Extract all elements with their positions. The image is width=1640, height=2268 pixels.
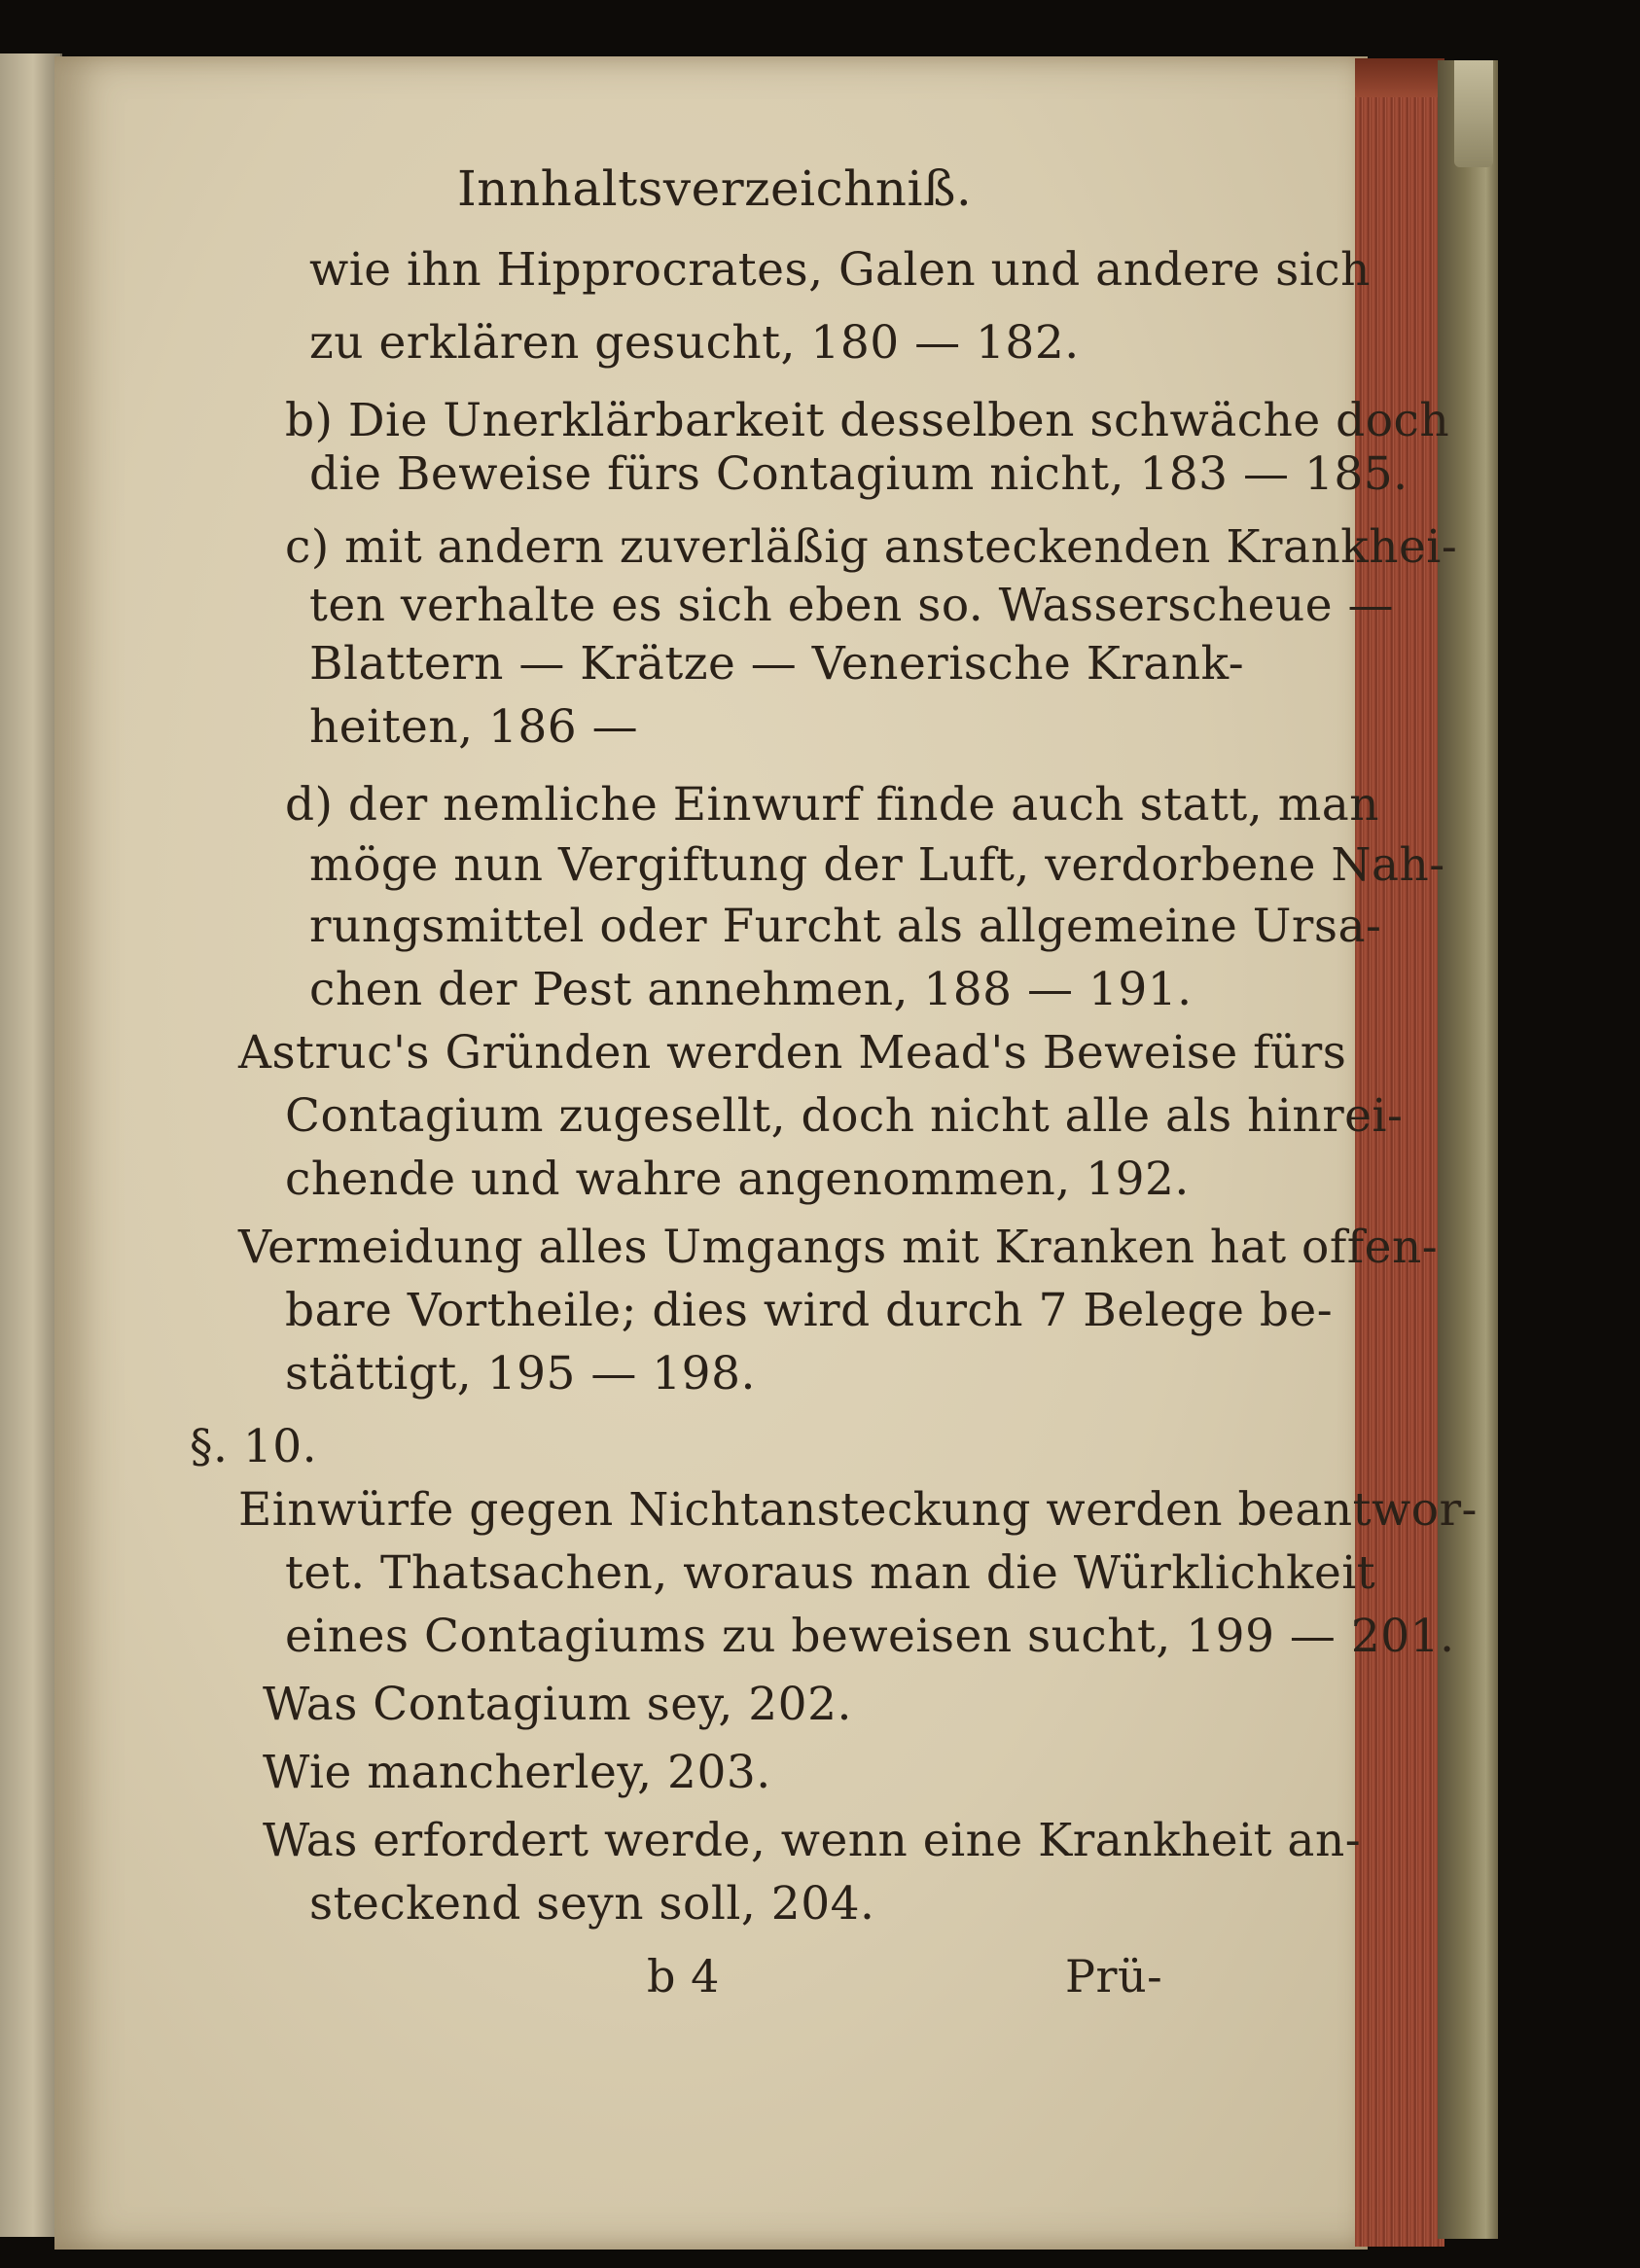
section-heading: §. 10. bbox=[190, 1420, 318, 1473]
text-line: stättigt, 195 — 198. bbox=[285, 1347, 756, 1400]
text-line: Einwürfe gegen Nichtansteckung werden beantwor- bbox=[238, 1483, 1478, 1537]
catchword: Prü- bbox=[1065, 1950, 1163, 2002]
text-line: Astruc's Gründen werden Mead's Beweise fürs bbox=[238, 1026, 1347, 1080]
text-line: tet. Thatsachen, woraus man die Würklichkeit bbox=[285, 1546, 1376, 1600]
page-signature: b 4 bbox=[647, 1950, 720, 2002]
text-line: b) Die Unerklärbarkeit desselben schwäche doch bbox=[285, 394, 1450, 447]
text-line: die Beweise fürs Contagium nicht, 183 — 185. bbox=[309, 447, 1408, 501]
text-line: c) mit andern zuverläßig ansteckenden Krankhei- bbox=[285, 520, 1458, 574]
text-line: eines Contagiums zu beweisen sucht, 199 — 201. bbox=[285, 1610, 1455, 1663]
text-line: chende und wahre angenommen, 192. bbox=[285, 1152, 1190, 1206]
previous-page-edge bbox=[0, 53, 62, 2237]
running-head: Innhaltsverzeichniß. bbox=[457, 160, 973, 217]
text-line: ten verhalte es sich eben so. Wasserscheue — bbox=[309, 579, 1394, 632]
red-page-edges bbox=[1355, 58, 1444, 2247]
text-line: rungsmittel oder Furcht als allgemeine Ursa- bbox=[309, 900, 1382, 953]
text-line: bare Vortheile; dies wird durch 7 Belege be- bbox=[285, 1284, 1334, 1337]
page-edges-top bbox=[1355, 58, 1444, 97]
text-line: steckend seyn soll, 204. bbox=[309, 1877, 875, 1931]
text-line: chen der Pest annehmen, 188 — 191. bbox=[309, 963, 1193, 1016]
text-line: Contagium zugesellt, doch nicht alle als hinrei- bbox=[285, 1089, 1404, 1143]
text-line: Wie mancherley, 203. bbox=[263, 1746, 771, 1799]
text-line: heiten, 186 — bbox=[309, 700, 639, 754]
book-cover-board bbox=[1438, 60, 1498, 2239]
text-line: Was erfordert werde, wenn eine Krankheit an- bbox=[263, 1814, 1362, 1867]
text-line: Was Contagium sey, 202. bbox=[263, 1678, 852, 1731]
text-line: wie ihn Hipprocrates, Galen und andere sich bbox=[309, 243, 1371, 297]
text-line: Vermeidung alles Umgangs mit Kranken hat offen- bbox=[238, 1221, 1439, 1274]
cover-corner bbox=[1454, 60, 1493, 167]
text-line: möge nun Vergiftung der Luft, verdorbene Nah- bbox=[309, 838, 1445, 892]
text-line: d) der nemliche Einwurf finde auch statt, man bbox=[285, 778, 1380, 832]
text-line: Blattern — Krätze — Venerische Krank- bbox=[309, 637, 1245, 691]
text-line: zu erklären gesucht, 180 — 182. bbox=[309, 316, 1080, 370]
